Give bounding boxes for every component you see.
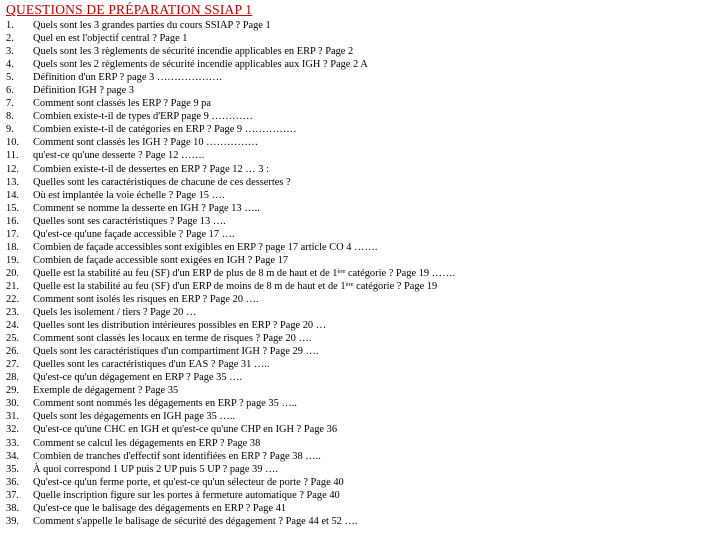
question-text	[33, 319, 326, 332]
question-number: 23.	[6, 307, 19, 319]
question-item	[6, 215, 714, 228]
question-item	[6, 163, 714, 176]
question-text-main: Quels sont les 2 règlements de sécurité incendie applicables aux IGH ? Page 2 A	[33, 59, 368, 71]
question-number: 30.	[6, 398, 19, 410]
question-text-main: Combien de façade accessible sont exigées en IGH ? Page 17	[33, 254, 289, 266]
question-item	[6, 123, 714, 136]
question-text-main: Qu'est-ce qu'une façade accessible ? Page 17 ….	[33, 228, 235, 240]
question-text	[33, 502, 286, 515]
question-number: 1.	[6, 20, 14, 31]
questions-list	[6, 19, 714, 528]
question-number: 29.	[6, 385, 19, 397]
question-text-main: Quels sont les dégagements en IGH page 35 …..	[33, 411, 235, 423]
question-number: 18.	[6, 241, 19, 253]
question-number: 28.	[6, 372, 19, 384]
question-item	[6, 228, 714, 241]
question-text-main: Définition IGH ? page 3	[33, 85, 134, 97]
question-text	[33, 241, 377, 254]
question-text-main: À quoi correspond 1 UP puis 2 UP puis 5 UP ? page 39 ….	[33, 463, 279, 475]
question-text-main: qu'est-ce qu'une desserte ? Page 12 …….	[33, 150, 205, 162]
question-number: 35.	[6, 463, 19, 475]
question-text	[33, 489, 340, 502]
question-text	[33, 176, 291, 189]
question-item	[6, 202, 714, 215]
question-text-main: Quels sont les 3 règlements de sécurité incendie applicables en ERP ? Page 2	[33, 46, 354, 58]
question-text-main: Comment sont classés les IGH ? Page 10 ……………	[33, 137, 259, 149]
question-text	[33, 450, 321, 463]
question-text	[33, 123, 297, 136]
question-number: 16.	[6, 215, 19, 227]
question-text-main: Combien existe-t-il de types d'ERP page 9 …………	[33, 111, 253, 123]
question-text	[33, 189, 225, 202]
question-text-main: Comment sont classés les locaux en terme de risques ? Page 20 ….	[33, 333, 312, 345]
question-text-main: Combien existe-t-il de dessertes en ERP ? Page 12 … 3 :	[33, 163, 269, 175]
question-number: 32.	[6, 424, 19, 436]
question-text	[33, 97, 211, 110]
question-item	[6, 280, 714, 293]
question-number: 8.	[6, 111, 14, 123]
question-number: 31.	[6, 411, 19, 423]
question-item	[6, 149, 714, 162]
question-text-main: Comment se nomme la desserte en IGH ? Page 13 …..	[33, 202, 260, 214]
question-number: 24.	[6, 320, 19, 332]
question-item	[6, 345, 714, 358]
question-number: 14.	[6, 189, 19, 201]
question-text	[33, 371, 242, 384]
question-item	[6, 319, 714, 332]
question-item	[6, 267, 714, 280]
question-item	[6, 437, 714, 450]
question-text	[33, 136, 258, 149]
document-page	[6, 2, 714, 528]
question-text	[33, 423, 337, 436]
question-text	[33, 19, 271, 32]
question-text-main: Qu'est-ce qu'un ferme porte, et qu'est-ce qu'un sélecteur de porte ? Page 40	[33, 476, 344, 488]
question-text	[33, 202, 260, 215]
question-number: 5.	[6, 72, 14, 84]
question-item	[6, 110, 714, 123]
question-text-main: Combien existe-t-il de catégories en ERP ? Page 9 ……………	[33, 124, 297, 136]
question-item	[6, 84, 714, 97]
question-number: 26.	[6, 346, 19, 358]
question-text	[33, 437, 260, 450]
ordinal-superscript: ère	[337, 267, 346, 275]
question-text	[33, 110, 253, 123]
question-number: 12.	[6, 163, 19, 175]
question-text-main: Comment se calcul les dégagements en ERP ? Page 38	[33, 437, 261, 449]
question-number: 39.	[6, 515, 19, 527]
question-item	[6, 254, 714, 267]
question-number: 6.	[6, 85, 14, 97]
question-number: 22.	[6, 293, 19, 305]
question-item	[6, 19, 714, 32]
question-text	[33, 293, 259, 306]
question-text	[33, 397, 297, 410]
question-item	[6, 502, 714, 515]
question-text-main: Comment sont classés les ERP ? Page 9 pa	[33, 98, 211, 110]
question-number: 25.	[6, 333, 19, 345]
question-text-main: Quelles sont les caractéristiques de chacune de ces dessertes ?	[33, 176, 291, 188]
question-text-main: Comment sont isolés les risques en ERP ? Page 20 ….	[33, 293, 259, 305]
question-text	[33, 45, 353, 58]
question-number: 11.	[6, 150, 19, 162]
question-text-main: Définition d'un ERP ? page 3 ……………….	[33, 72, 222, 84]
question-text-continued: catégorie ? Page 19	[353, 280, 438, 292]
question-number: 37.	[6, 489, 19, 501]
question-item	[6, 241, 714, 254]
question-text-main: Quels sont les caractéristiques d'un compartiment IGH ? Page 29 ….	[33, 346, 319, 358]
question-item	[6, 384, 714, 397]
question-text	[33, 410, 235, 423]
question-text-main: Qu'est-ce que le balisage des dégagements en ERP ? Page 41	[33, 502, 287, 514]
question-text-main: Exemple de dégagement ? Page 35	[33, 385, 179, 397]
question-number: 21.	[6, 280, 19, 292]
question-number: 2.	[6, 33, 14, 45]
question-item	[6, 410, 714, 423]
question-item	[6, 45, 714, 58]
question-number: 20.	[6, 267, 19, 279]
question-text-main: Quelles sont ses caractéristiques ? Page 13 ….	[33, 215, 226, 227]
question-text	[33, 228, 235, 241]
question-item	[6, 397, 714, 410]
question-text	[33, 254, 288, 267]
question-item	[6, 176, 714, 189]
question-item	[6, 489, 714, 502]
question-number: 13.	[6, 176, 19, 188]
question-item	[6, 136, 714, 149]
question-number: 19.	[6, 254, 19, 266]
question-item	[6, 32, 714, 45]
question-text	[33, 476, 344, 489]
question-number: 3.	[6, 46, 14, 58]
question-text-main: Quelle est la stabilité au feu (SF) d'un ERP de plus de 8 m de haut et de 1	[33, 267, 338, 279]
question-item	[6, 71, 714, 84]
question-item	[6, 293, 714, 306]
question-text	[33, 84, 134, 97]
question-text	[33, 463, 278, 476]
question-number: 7.	[6, 98, 14, 110]
question-text-main: Quelle inscription figure sur les portes à fermeture automatique ? Page 40	[33, 489, 340, 501]
question-number: 4.	[6, 59, 14, 71]
question-number: 10.	[6, 137, 19, 149]
question-text-main: Combien de tranches d'effectif sont identifiées en ERP ? Page 38 …..	[33, 450, 321, 462]
question-item	[6, 463, 714, 476]
question-text	[33, 215, 226, 228]
question-text-main: Qu'est-ce qu'un dégagement en ERP ? Page 35 ….	[33, 372, 243, 384]
question-item	[6, 450, 714, 463]
question-text-main: Combien de façade accessibles sont exigibles en ERP ? page 17 article CO 4 …….	[33, 241, 378, 253]
question-text-main: Quels sont les 3 grandes parties du cours SSIAP ? Page 1	[33, 20, 271, 31]
question-text-main: Quelles sont les caractéristiques d'un EAS ? Page 31 …..	[33, 359, 270, 371]
question-text	[33, 332, 311, 345]
question-text-main: Comment sont nommés les dégagements en ERP ? page 35 …..	[33, 398, 297, 410]
question-number: 15.	[6, 202, 19, 214]
question-text	[33, 71, 222, 84]
question-text-main: Où est implantée la voie échelle ? Page 15 ….	[33, 189, 225, 201]
question-item	[6, 358, 714, 371]
question-text	[33, 280, 437, 293]
question-text	[33, 358, 269, 371]
question-number: 34.	[6, 450, 19, 462]
question-text	[33, 58, 368, 71]
question-number: 36.	[6, 476, 19, 488]
question-number: 38.	[6, 502, 19, 514]
question-number: 33.	[6, 437, 19, 449]
question-number: 17.	[6, 228, 19, 240]
question-item	[6, 423, 714, 436]
question-text-main: Quels les isolement / tiers ? Page 20 …	[33, 307, 197, 319]
question-text	[33, 163, 269, 176]
question-text	[33, 515, 357, 528]
question-text	[33, 32, 188, 45]
question-item	[6, 97, 714, 110]
question-text-main: Quel en est l'objectif central ? Page 1	[33, 33, 188, 45]
question-text	[33, 345, 319, 358]
question-item	[6, 306, 714, 319]
question-text	[33, 267, 455, 280]
question-text	[33, 384, 178, 397]
question-item	[6, 58, 714, 71]
question-item	[6, 476, 714, 489]
question-text	[33, 149, 204, 162]
page-title: QUESTIONS DE PRÉPARATION SSIAP 1	[6, 2, 253, 17]
question-text-main: Comment s'appelle le balisage de sécurité des dégagement ? Page 44 et 52 ….	[33, 515, 358, 527]
question-text	[33, 306, 196, 319]
question-item	[6, 189, 714, 202]
question-text-main: Quelle est la stabilité au feu (SF) d'un ERP de moins de 8 m de haut et de 1	[33, 280, 346, 292]
question-text-main: Quelles sont les distribution intérieures possibles en ERP ? Page 20 …	[33, 320, 327, 332]
question-item	[6, 332, 714, 345]
question-number: 9.	[6, 124, 14, 136]
ordinal-superscript: ère	[345, 280, 354, 288]
question-number: 27.	[6, 359, 19, 371]
question-text-main: Qu'est-ce qu'une CHC en IGH et qu'est-ce qu'une CHP en IGH ? Page 36	[33, 424, 338, 436]
question-item	[6, 515, 714, 528]
question-text-continued: catégorie ? Page 19 …….	[345, 267, 456, 279]
question-item	[6, 371, 714, 384]
